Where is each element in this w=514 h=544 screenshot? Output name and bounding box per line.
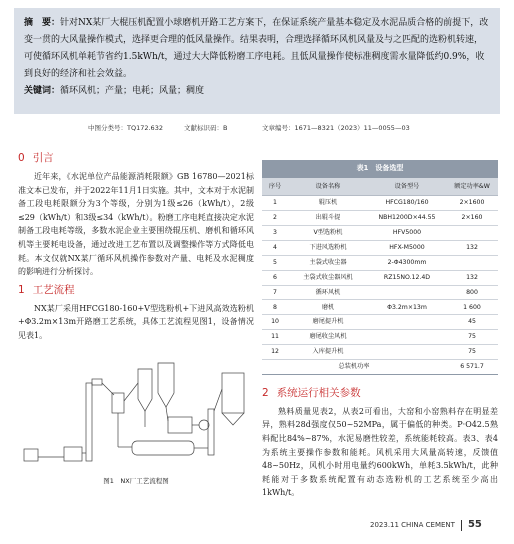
header-model: 设备型号 <box>368 178 446 196</box>
cell-index: 8 <box>262 300 288 315</box>
table-row <box>262 285 498 300</box>
cell-power: 45 <box>446 315 498 330</box>
bag-filter-shape <box>168 417 192 433</box>
v-separator-shape <box>112 393 124 413</box>
section-0-number: 0 <box>18 152 25 164</box>
section-1-body: NX某厂采用HFCG180-160+V型选粉机+下进风高效选粉机+Φ3.2m×13m开路磨工艺系统，具体工艺流程见图1，设备情况见表1。 <box>18 303 254 340</box>
abstract-text: 针对NX某厂大棍压机配置小球磨机开路工艺方案下，在保证系统产量基本稳定及水泥品质合格的前提下，改变一贯的大风量操作模式，选择更合理的低风量操作。结果表明，合理选择循环风机风量及与之匹配的选粉机转速，可使循环风机单耗节省约1.5kWh/t，通过大大降低粉磨工序电耗。且低风量操作使标准稠度需水量降低约0.9%，收到良好的经济和社会效益。 <box>24 18 489 79</box>
footer-divider <box>461 520 462 531</box>
cyclone-shape <box>138 369 152 411</box>
cell-index: 3 <box>262 225 288 240</box>
section-0-body: 近年来，《水泥单位产品能源消耗限额》GB 16780—2021标准文本已发布，并于2022年11月1日实施。其中，文本对于水泥制备工段电耗限额分为3个等级，分别为1级≤26（kWh/t），2级≤29（kWh/t）和3级≤34（kWh/t）。粉磨工序电耗直接决定水泥制备工段电耗等级，多数水泥企业主要围绕辊压机、磨机和循环风机等主要耗电设备，通过改进工艺布置以及调整操作等方式降低电耗。本文仅就NX某厂循环风机操作参数对产量、电耗及水泥稠度的影响进行分析探讨。 <box>18 172 254 277</box>
keywords-text: 循环风机；产量；电耗；风量；稠度 <box>60 86 205 96</box>
document-code: 文献标识码：B <box>184 124 228 132</box>
header-index: 序号 <box>262 178 288 196</box>
cell-model: HFCG180/160 <box>368 196 446 211</box>
cell-model <box>368 285 446 300</box>
cell-index: 11 <box>262 330 288 345</box>
process-flow-diagram <box>18 349 254 474</box>
page-footer <box>370 519 482 531</box>
keywords-label: 关键词： <box>24 86 61 96</box>
cell-index: 5 <box>262 255 288 270</box>
cell-model <box>368 330 446 345</box>
cell-index: 1 <box>262 196 288 211</box>
cell-name: 循环风机 <box>288 285 368 300</box>
cell-model: Φ3.2m×13m <box>368 300 446 315</box>
section-0-heading <box>18 150 254 166</box>
fan-shape <box>199 420 209 430</box>
left-column <box>18 148 254 484</box>
cell-power: 800 <box>446 285 498 300</box>
section-2-number: 2 <box>262 386 269 399</box>
cell-power: 1 600 <box>446 300 498 315</box>
table-row <box>262 330 498 345</box>
page-number: 55 <box>467 519 482 530</box>
cell-name: 主袋式收尘器风机 <box>288 270 368 285</box>
cell-power <box>446 255 498 270</box>
feed-bin-shape <box>24 449 38 461</box>
cell-name: 辊压机 <box>288 196 368 211</box>
table-row <box>262 345 498 360</box>
cell-model: HFX-M5000 <box>368 240 446 255</box>
total-value: 6 571.7 <box>446 359 498 374</box>
section-1-title: 工艺流程 <box>32 283 75 296</box>
table-1-caption: 表1 设备选型 <box>262 160 498 178</box>
table-total-row <box>262 359 498 374</box>
cell-name: 磨机 <box>288 300 368 315</box>
cell-model <box>368 315 446 330</box>
header-power: 额定功率&W <box>446 178 498 196</box>
cement-silo-shape <box>222 373 244 413</box>
cell-index: 7 <box>262 285 288 300</box>
equipment-table <box>262 160 498 375</box>
roller-press-shape <box>64 447 82 461</box>
cell-name: 入库提升机 <box>288 345 368 360</box>
table-row <box>262 196 498 211</box>
right-column <box>262 160 498 500</box>
cell-index: 6 <box>262 270 288 285</box>
cell-index: 12 <box>262 345 288 360</box>
journal-issue: 2023.11 CHINA CEMENT <box>370 521 455 529</box>
figure-1-caption: 图1 NX厂工艺流程图 <box>103 476 169 485</box>
cell-power: 2×1600 <box>446 196 498 211</box>
cell-name: 下进风选粉机 <box>288 240 368 255</box>
cell-model <box>368 345 446 360</box>
mill-elevator-shape <box>208 409 214 455</box>
keywords-line <box>24 83 490 100</box>
cell-power: 132 <box>446 270 498 285</box>
header-name: 设备名称 <box>288 178 368 196</box>
cell-model: RZ15NO.12.4D <box>368 270 446 285</box>
cell-name: 主袋式收尘器 <box>288 255 368 270</box>
section-1-heading <box>18 282 254 298</box>
cell-model: HFV5000 <box>368 225 446 240</box>
cell-model: NBH1200D×44.55 <box>368 211 446 226</box>
cell-power: 2×160 <box>446 211 498 226</box>
table-header-row <box>262 178 498 196</box>
cell-name: V型选粉机 <box>288 225 368 240</box>
cell-power: 75 <box>446 330 498 345</box>
table-row <box>262 300 498 315</box>
table-row <box>262 211 498 226</box>
table-row <box>262 315 498 330</box>
section-2-heading <box>262 385 498 401</box>
high-efficiency-separator-shape <box>158 363 174 407</box>
total-label: 总装机功率 <box>262 359 446 374</box>
cell-model: 2-Φ4300mm <box>368 255 446 270</box>
abstract-label: 摘 要： <box>24 18 61 28</box>
figure-1 <box>18 349 254 484</box>
clc-number: 中图分类号：TQ172.632 <box>88 124 163 132</box>
table-row <box>262 270 498 285</box>
cell-name: 磨尾收尘风机 <box>288 330 368 345</box>
table-row <box>262 225 498 240</box>
cell-power <box>446 225 498 240</box>
cell-index: 10 <box>262 315 288 330</box>
section-2-body: 熟料质量见表2，从表2可看出，大窑和小窑熟料存在明显差异，熟料28d强度仅50~52MPa，属于偏低的种类。P·O42.5熟料配比84%~87%，水泥易磨性较差，系统能耗较高。表3、表4为系统主要操作参数和能耗。风机采用大风量高转速，反馈值48~50Hz，风机小时用电量约600kWh，单耗3.5kWh/t，此种耗能对于多数系统配置有动态选粉机的工艺系统至少高出1kWh/t。 <box>262 406 498 498</box>
ball-mill-shape <box>132 441 194 455</box>
bucket-elevator-shape <box>86 383 92 461</box>
table-row <box>262 240 498 255</box>
cell-power: 132 <box>446 240 498 255</box>
section-0-title: 引言 <box>32 152 54 164</box>
table-row <box>262 255 498 270</box>
abstract-box <box>14 8 500 114</box>
article-number: 文章编号：1671—8321（2023）11—0055—03 <box>262 124 410 132</box>
cell-index: 2 <box>262 211 288 226</box>
section-1-number: 1 <box>18 283 25 296</box>
cell-index: 4 <box>262 240 288 255</box>
section-2-title: 系统运行相关参数 <box>276 386 361 399</box>
cell-name: 磨尾提升机 <box>288 315 368 330</box>
cell-power: 75 <box>446 345 498 360</box>
cell-name: 出辊斗提 <box>288 211 368 226</box>
